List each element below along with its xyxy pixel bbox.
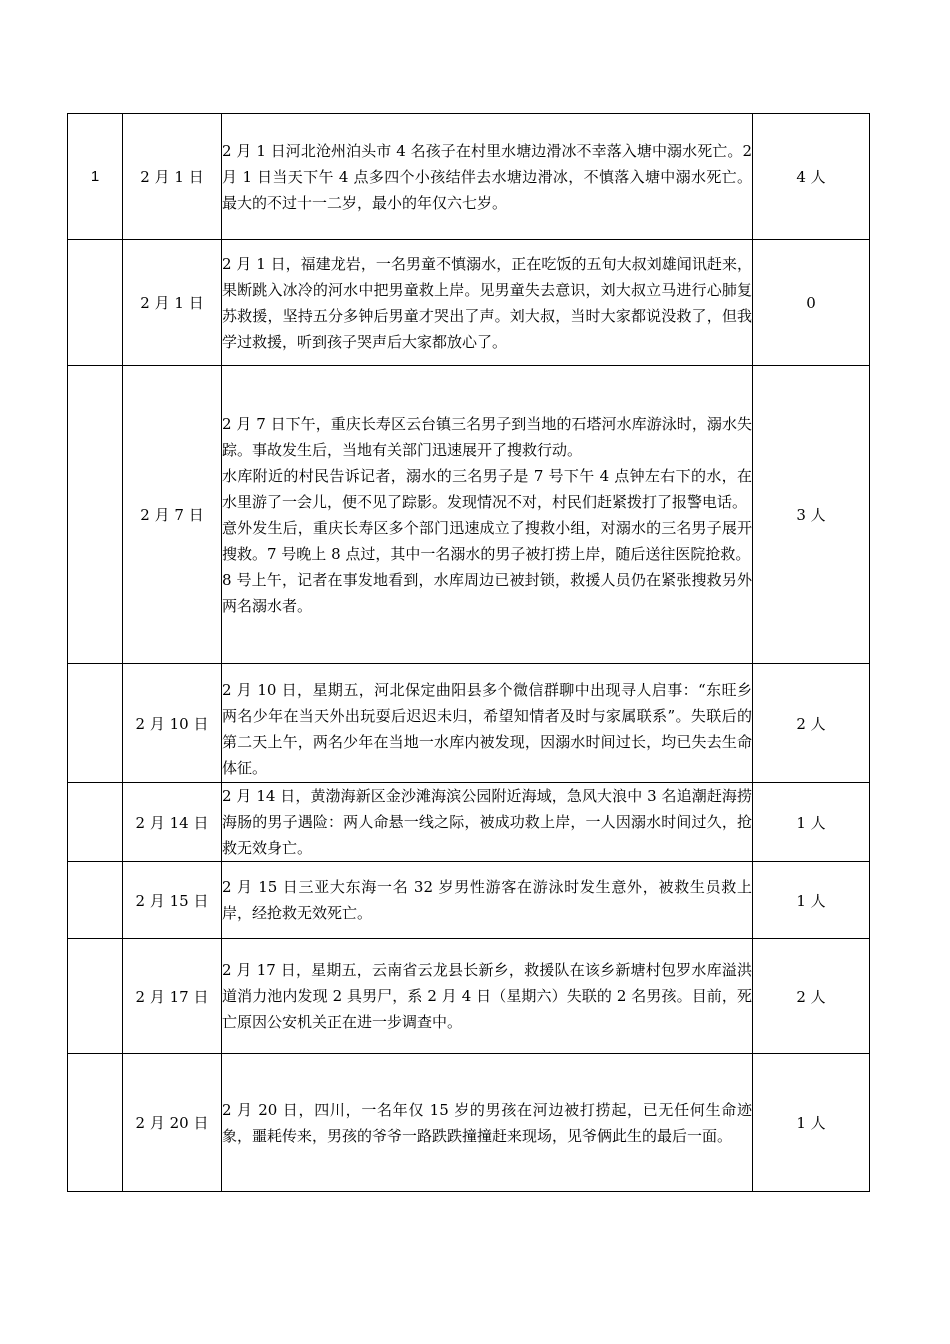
- death-count: 4 人: [753, 114, 870, 240]
- description-paragraph: 2 月 1 日河北沧州泊头市 4 名孩子在村里水塘边滑冰不幸落入塘中溺水死亡。2 月 1 日当天下午 4 点多四个小孩结伴去水塘边滑冰，不慎落入塘中溺水死亡。最大的不过十一二岁，最小的年仅六七岁。: [222, 141, 752, 212]
- death-count: 2 人: [753, 939, 870, 1054]
- incident-date: 2 月 10 日: [123, 664, 222, 783]
- incident-date: 2 月 17 日: [123, 939, 222, 1054]
- table-row: [68, 862, 870, 939]
- description-paragraph: 意外发生后，重庆长寿区多个部门迅速成立了搜救小组，对溺水的三名男子展开搜救。7 号晚上 8 点过，其中一名溺水的男子被打捞上岸，随后送往医院抢救。: [222, 518, 752, 563]
- table-row: [68, 664, 870, 783]
- description-paragraph: 2 月 1 日，福建龙岩，一名男童不慎溺水，正在吃饭的五旬大叔刘雄闻讯赶来，果断跳入冰冷的河水中把男童救上岸。见男童失去意识，刘大叔立马进行心肺复苏救援，坚持五分多钟后男童才哭出了声。刘大叔，当时大家都说没救了，但我学过救援，听到孩子哭声后大家都放心了。: [222, 254, 752, 351]
- row-number: [68, 240, 123, 366]
- incident-description: [222, 1054, 753, 1192]
- description-paragraph: 2 月 15 日三亚大东海一名 32 岁男性游客在游泳时发生意外，被救生员救上岸，经抢救无效死亡。: [222, 878, 752, 922]
- death-count: 1 人: [753, 1054, 870, 1192]
- row-number: [68, 783, 123, 862]
- incident-description: [222, 664, 753, 783]
- incident-date: 2 月 14 日: [123, 783, 222, 862]
- death-count: 2 人: [753, 664, 870, 783]
- incident-date: 2 月 7 日: [123, 366, 222, 664]
- row-number: [68, 366, 123, 664]
- description-paragraph: 2 月 7 日下午，重庆长寿区云台镇三名男子到当地的石塔河水库游泳时，溺水失踪。事故发生后，当地有关部门迅速展开了搜救行动。: [222, 414, 752, 459]
- death-count: 1 人: [753, 783, 870, 862]
- description-paragraph: 2 月 10 日，星期五，河北保定曲阳县多个微信群聊中出现寻人启事：“东旺乡两名少年在当天外出玩耍后迟迟未归，希望知情者及时与家属联系”。失联后的第二天上午，两名少年在当地一水库内被发现，因溺水时间过长，均已失去生命体征。: [222, 681, 752, 777]
- row-number: [68, 939, 123, 1054]
- incident-date: 2 月 15 日: [123, 862, 222, 939]
- incident-description: [222, 366, 753, 664]
- death-count: 3 人: [753, 366, 870, 664]
- table-row: [68, 783, 870, 862]
- row-number: [68, 1054, 123, 1192]
- incident-description: [222, 939, 753, 1054]
- incident-description: [222, 783, 753, 862]
- table-row: [68, 240, 870, 366]
- description-paragraph: 2 月 14 日，黄渤海新区金沙滩海滨公园附近海域，急风大浪中 3 名追潮赶海捞海肠的男子遇险：两人命悬一线之际，被成功救上岸，一人因溺水时间过久，抢救无效身亡。: [222, 787, 752, 857]
- incident-date: 2 月 1 日: [123, 114, 222, 240]
- incident-description: [222, 114, 753, 240]
- incident-date: 2 月 1 日: [123, 240, 222, 366]
- table-row: [68, 366, 870, 664]
- description-paragraph: 8 号上午，记者在事发地看到，水库周边已被封锁，救援人员仍在紧张搜救另外两名溺水者。: [222, 570, 752, 615]
- incident-description: [222, 240, 753, 366]
- description-paragraph: 2 月 20 日，四川，一名年仅 15 岁的男孩在河边被打捞起，已无任何生命迹象，噩耗传来，男孩的爷爷一路跌跌撞撞赶来现场，见爷俩此生的最后一面。: [222, 1100, 752, 1145]
- row-number: [68, 862, 123, 939]
- incident-date: 2 月 20 日: [123, 1054, 222, 1192]
- row-number: [68, 664, 123, 783]
- table-row: [68, 939, 870, 1054]
- row-number: 1: [68, 114, 123, 240]
- table-row: [68, 1054, 870, 1192]
- table-row: [68, 114, 870, 240]
- incident-description: [222, 862, 753, 939]
- description-paragraph: 水库附近的村民告诉记者，溺水的三名男子是 7 号下午 4 点钟左右下的水，在水里游了一会儿，便不见了踪影。发现情况不对，村民们赶紧拨打了报警电话。: [222, 466, 752, 511]
- death-count: 1 人: [753, 862, 870, 939]
- description-paragraph: 2 月 17 日，星期五，云南省云龙县长新乡，救援队在该乡新塘村包罗水库溢洪道消力池内发现 2 具男尸，系 2 月 4 日（星期六）失联的 2 名男孩。目前，死亡原因公安机关正在进一步调查中。: [222, 961, 752, 1031]
- incident-table: [67, 113, 870, 1192]
- death-count: 0: [753, 240, 870, 366]
